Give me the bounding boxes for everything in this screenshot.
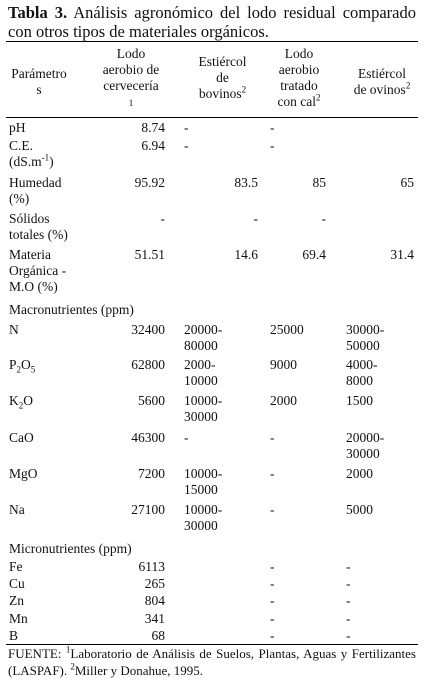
cell-na-ovinos: 5000 (346, 502, 373, 517)
cell-mn-cal: - (270, 611, 275, 626)
row-label-ph: pH (9, 120, 26, 135)
cell-p2o5-bovinos: 2000- 10000 (184, 357, 218, 388)
cell-cao-lodo: 46300 (131, 430, 165, 445)
cell-mn-ovinos: - (346, 611, 351, 626)
row-label-humedad: Humedad (%) (9, 175, 62, 206)
table-top-rule (6, 41, 418, 42)
header-lodo-tratado-cal: Lodo aerobio tratado con cal$^2$ (277, 46, 321, 109)
cell-cu-lodo: 265 (144, 576, 165, 591)
row-label-k2o: $K_2O$ (9, 393, 33, 411)
cell-b-ovinos: - (346, 628, 351, 643)
cell-materia-ovinos: 31.4 (390, 247, 414, 262)
row-label-p2o5: $P_2O_5$ (9, 357, 36, 375)
header-parametros: Parámetro s (11, 66, 67, 97)
cell-humedad-ovinos: 65 (400, 175, 414, 190)
cell-solidos-lodo: - (160, 211, 165, 226)
row-label-fe: Fe (9, 559, 23, 574)
table-caption (8, 3, 416, 41)
cell-mgo-cal: - (270, 466, 275, 481)
cell-fe-lodo: 6113 (138, 559, 165, 574)
row-label-n: N (9, 322, 19, 337)
cell-na-lodo: 27100 (131, 502, 165, 517)
header-estiercol-bovinos: Estiércol de bovinos$^2$ (198, 54, 247, 101)
cell-na-cal: - (270, 502, 275, 517)
row-label-cao: CaO (9, 430, 34, 445)
cell-ph-bovinos: - (184, 120, 189, 135)
cell-solidos-bovinos: - (253, 211, 258, 226)
section-micronutrientes: Micronutrientes (ppm) (9, 541, 132, 556)
cell-cao-cal: - (270, 430, 275, 445)
cell-k2o-ovinos: 1500 (346, 393, 373, 408)
cell-fe-ovinos: - (346, 559, 351, 574)
row-label-zn: Zn (9, 593, 24, 608)
cell-k2o-cal: 2000 (270, 393, 297, 408)
table-label: Tabla 3. (8, 3, 68, 22)
cell-solidos-cal: - (321, 211, 326, 226)
cell-cu-ovinos: - (346, 576, 351, 591)
header-bottom-rule (6, 117, 418, 118)
row-label-materia-organica: Materia Orgánica - M.O (%) (9, 247, 67, 294)
cell-zn-lodo: 804 (144, 593, 165, 608)
cell-n-lodo: 32400 (131, 322, 165, 337)
cell-p2o5-lodo: 62800 (131, 357, 165, 372)
row-label-mgo: MgO (9, 466, 38, 481)
cell-cao-bovinos: - (184, 430, 189, 445)
cell-mgo-lodo: 7200 (138, 466, 165, 481)
cell-zn-cal: - (270, 593, 275, 608)
cell-na-bovinos: 10000- 30000 (184, 502, 223, 533)
cell-ph-lodo: 8.74 (141, 120, 165, 135)
cell-ph-cal: - (270, 120, 275, 135)
cell-humedad-cal: 85 (312, 175, 326, 190)
cell-p2o5-cal: 9000 (270, 357, 297, 372)
cell-b-lodo: 68 (151, 628, 165, 643)
table-caption-text: Análisis agronómico del lodo residual comparado con otros tipos de materiales orgánicos. (8, 3, 416, 41)
cell-fe-cal: - (270, 559, 275, 574)
cell-k2o-bovinos: 10000- 30000 (184, 393, 223, 424)
row-label-mn: Mn (9, 611, 28, 626)
cell-materia-lodo: 51.51 (134, 247, 165, 262)
cell-ce-lodo: 6.94 (141, 138, 165, 153)
row-label-na: Na (9, 502, 25, 517)
cell-n-ovinos: 30000- 50000 (346, 322, 385, 353)
cell-cu-cal: - (270, 576, 275, 591)
cell-mgo-bovinos: 10000- 15000 (184, 466, 223, 497)
cell-n-bovinos: 20000- 80000 (184, 322, 223, 353)
cell-ce-bovinos: - (184, 138, 189, 153)
cell-cao-ovinos: 20000- 30000 (346, 430, 385, 461)
cell-humedad-bovinos: 83.5 (234, 175, 258, 190)
cell-humedad-lodo: 95.92 (134, 175, 165, 190)
cell-b-cal: - (270, 628, 275, 643)
cell-materia-bovinos: 14.6 (234, 247, 258, 262)
header-lodo-cerveceria: Lodo aerobio de cervecería 1 (102, 46, 160, 108)
cell-zn-ovinos: - (346, 593, 351, 608)
section-macronutrientes: Macronutrientes (ppm) (9, 302, 134, 317)
row-label-ce: C.E. $(dS.m^{-1})$ (9, 138, 54, 169)
cell-mn-lodo: 341 (144, 611, 165, 626)
cell-n-cal: 25000 (270, 322, 304, 337)
cell-k2o-lodo: 5600 (138, 393, 165, 408)
row-label-cu: Cu (9, 576, 25, 591)
cell-materia-cal: 69.4 (302, 247, 326, 262)
cell-p2o5-ovinos: 4000- 8000 (346, 357, 378, 388)
table-source-note: FUENTE: $^1$Laboratorio de Análisis de Suelos, Plantas, Aguas y Fertilizantes (LASPAF). $^2$Miller y Donahue, 1995. (8, 644, 416, 678)
row-label-solidos: Sólidos totales (%) (9, 211, 68, 242)
cell-mgo-ovinos: 2000 (346, 466, 373, 481)
header-estiercol-ovinos: Estiércol de ovinos$^2$ (353, 66, 411, 97)
row-label-b: B (9, 628, 19, 643)
cell-ce-cal: - (270, 138, 275, 153)
